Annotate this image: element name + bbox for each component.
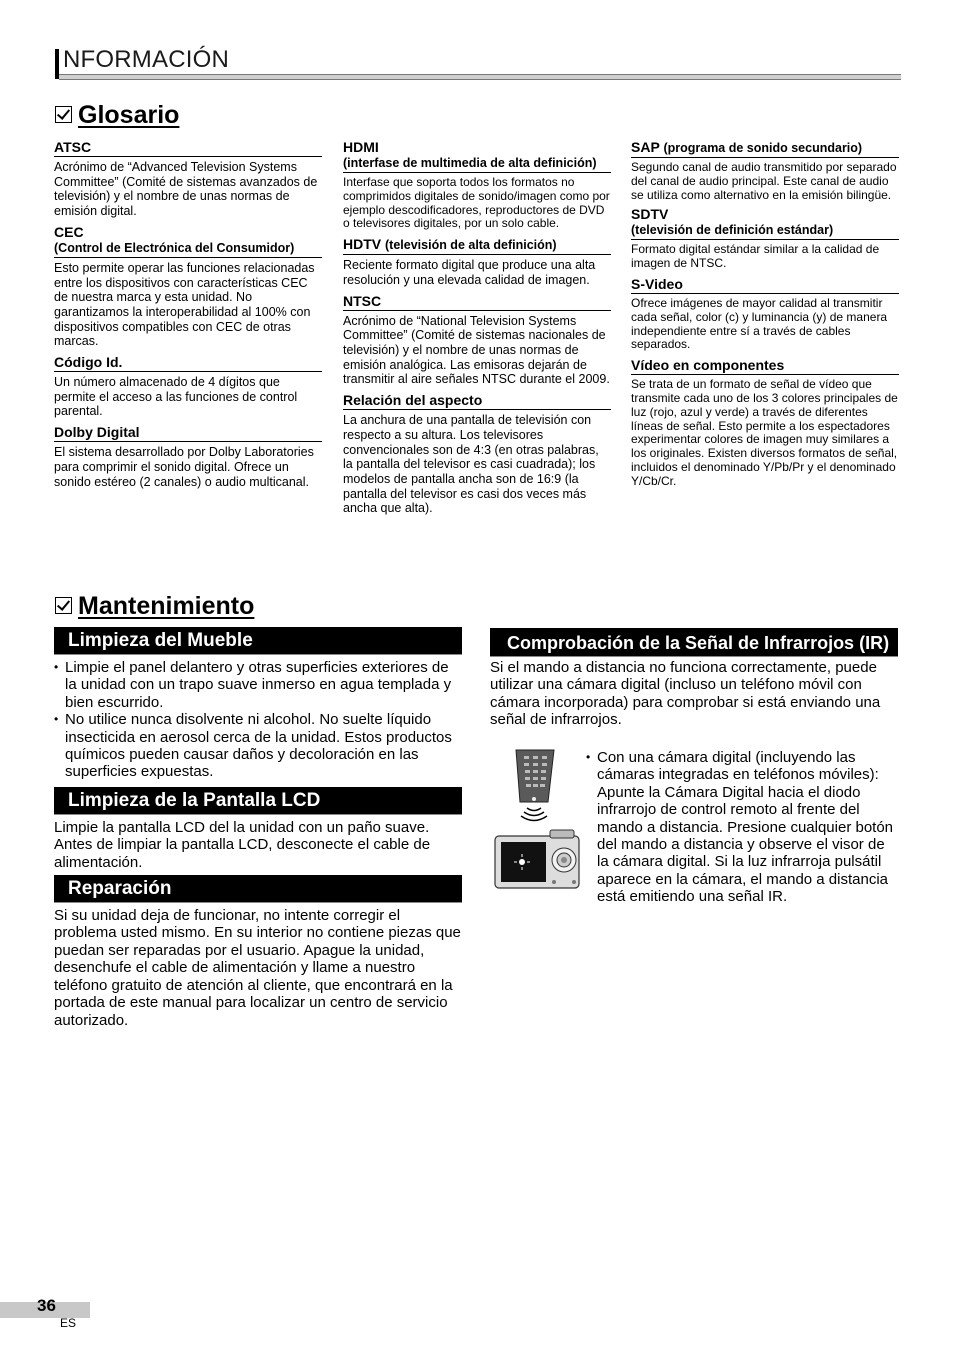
term-definition: Acrónimo de “National Television Systems Committee” (Comité de sistemas nacionales de televisión) y el nombre de unas normas de emisión analógica. Las emisoras dejarán de transmitir al aire señales NTSC durante el 2009.	[343, 313, 610, 387]
term-definition: Interfase que soporta todos los formatos no comprimidos digitales de sonido/imagen como por ejemplo descodificadores, reproductores de DVD o televisores digitales, por un solo cable.	[343, 175, 610, 231]
term-definition: La anchura de una pantalla de televisión con respecto a su altura. Los televisores convencionales son de 4:3 (en otras palabras, la pantalla del televisor es casi cuadrada); los modelos de pantalla ancha son de 16:9 (la pantalla del televisor es casi dos veces más ancha que alta).	[343, 413, 599, 516]
page-number: 36	[37, 1296, 56, 1315]
remote-control-icon	[516, 750, 554, 802]
language-code: ES	[60, 1316, 77, 1330]
maintenance-left-column	[54, 627, 462, 1029]
term-definition: Un número almacenado de 4 dígitos que permite el acceso a las funciones de control parental.	[54, 375, 298, 419]
ir-check-header: Comprobación de la Señal de Infrarrojos (IR)	[490, 628, 898, 657]
checkbox-icon	[55, 106, 72, 123]
maintenance-heading-text: Mantenimiento	[78, 592, 255, 620]
term-title: SDTV	[631, 206, 669, 223]
furniture-cleaning-list	[54, 659, 462, 781]
maintenance-right-column	[490, 627, 898, 729]
term-definition: Formato digital estándar similar a la calidad de imagen de NTSC.	[631, 242, 880, 271]
furniture-cleaning-header: Limpieza del Mueble	[54, 627, 462, 655]
glossary-term	[343, 392, 611, 410]
glossary-heading-text: Glosario	[78, 101, 180, 129]
glossary-term	[631, 139, 899, 158]
term-subtitle: (televisión de alta definición)	[385, 238, 557, 253]
term-title: NTSC	[343, 292, 382, 309]
term-title: SAP	[631, 139, 660, 155]
term-definition: Segundo canal de audio transmitido por separado del canal de audio principal. Este canal de audio se utiliza como alternativo en la emisión bilingüe.	[631, 160, 897, 202]
term-title: Relación del aspecto	[343, 392, 483, 409]
repair-text: Si su unidad deja de funcionar, no intente corregir el problema usted mismo. En su interior no contiene piezas que puedan ser reparadas por el usuario. Apague la unidad, desenchufe el cable de alimentación y llame a nuestro teléfono gratuito de atención al cliente, que encontrará en la portada de este manual para localizar un centro de servicio autorizado.	[54, 907, 461, 1029]
term-definition: Se trata de un formato de señal de vídeo que transmite cada uno de los 3 colores principales de luz (rojo, azul y verde) a través de diferentes líneas de señal. Esto permite a los espectadores experimentar colores de imagen muy similares a los originales. Existen diversos formatos de señal, incluidos el denominado Y/Pb/Pr y el denominado Y/Cb/Cr.	[631, 377, 898, 488]
glossary-column-3	[631, 135, 899, 489]
term-title: CEC	[54, 223, 84, 240]
glossary-term	[54, 424, 322, 442]
list-item: • Con una cámara digital (incluyendo las cámaras integradas en teléfonos móviles): Apunte la Cámara Digital hacia el diodo infrarrojo de control remoto al frente del mando a distancia. Presione cualquier botón del mando a distancia y observe el visor de la cámara digital. Si la luz infrarroja pulsátil aparece en la cámara, el mando a distancia está emitiendo una señal IR.	[586, 749, 898, 906]
glossary-heading	[55, 101, 179, 130]
term-title: HDTV	[343, 236, 382, 253]
term-definition: Ofrece imágenes de mayor calidad al transmitir cada señal, color (c) y luminancia (y) de manera independiente entre sí a través de cables separados.	[631, 295, 888, 352]
term-definition: El sistema desarrollado por Dolby Laboratories para comprimir el sonido digital. Ofrece un sonido estéreo (2 canales) o audio multicanal.	[54, 445, 314, 489]
camera-icon	[495, 830, 579, 888]
term-title: Dolby Digital	[54, 424, 140, 441]
list-item: • No utilice nunca disolvente ni alcohol. No suelte líquido insecticida en aerosol cerca de la unidad. Estos productos químicos pueden causar daños y decoloración en las superficies expuestas.	[54, 711, 462, 781]
glossary-column-2	[343, 135, 611, 516]
ir-check-intro: Si el mando a distancia no funciona correctamente, puede utilizar una cámara digital (incluso un teléfono móvil con cámara incorporada) para comprobar si está enviando una señal de infrarrojos.	[490, 659, 881, 729]
term-title: Vídeo en componentes	[631, 357, 785, 374]
term-title: Código Id.	[54, 354, 123, 371]
maintenance-heading	[55, 592, 254, 621]
ir-check-instructions	[586, 749, 898, 906]
term-definition: Reciente formato digital que produce una alta resolución y una elevada calidad de imagen.	[343, 258, 596, 287]
repair-header: Reparación	[54, 875, 462, 903]
header-rule	[59, 74, 901, 80]
term-title: ATSC	[54, 139, 92, 155]
lcd-cleaning-text: Limpie la pantalla LCD del la unidad con un paño suave. Antes de limpiar la pantalla LCD, desconecte el cable de alimentación.	[54, 818, 431, 871]
glossary-column-1	[54, 135, 322, 489]
term-title: S-Video	[631, 275, 683, 292]
term-title: HDMI	[343, 139, 379, 155]
lcd-cleaning-header: Limpieza de la Pantalla LCD	[54, 787, 462, 815]
remote-camera-illustration	[494, 746, 586, 891]
list-item: • Limpie el panel delantero y otras superficies exteriores de la unidad con un trapo suave inmerso en agua templada y bien escurrido.	[54, 659, 462, 711]
ir-signal-icon	[521, 808, 547, 821]
glossary-term	[631, 206, 899, 240]
term-subtitle: (televisión de definición estándar)	[631, 223, 834, 238]
glossary-term	[54, 224, 322, 258]
page-title: NFORMACIÓN	[63, 46, 229, 73]
glossary-term	[343, 139, 611, 173]
glossary-term	[54, 354, 322, 372]
term-subtitle: (interfase de multimedia de alta definición)	[343, 156, 597, 170]
term-definition: Acrónimo de “Advanced Television Systems Committee” (Comité de sistemas avanzados de televisión) y el nombre de unas normas de emisión digital.	[54, 160, 318, 219]
term-subtitle: (Control de Electrónica del Consumidor)	[54, 240, 295, 255]
glossary-term	[631, 276, 899, 294]
term-subtitle: (programa de sonido secundario)	[663, 141, 863, 155]
term-definition: Esto permite operar las funciones relacionadas entre los dispositivos con características CEC de nuestra marca y esta unidad. No garantizamos la interoperabilidad al 100% con dispositivos compatibles con CEC de otras marcas.	[54, 260, 315, 349]
glossary-term	[343, 293, 611, 311]
glossary-term	[343, 236, 611, 255]
glossary-term	[54, 139, 322, 157]
glossary-term	[631, 357, 899, 375]
checkbox-icon	[55, 597, 72, 614]
ir-check-list	[586, 749, 898, 906]
